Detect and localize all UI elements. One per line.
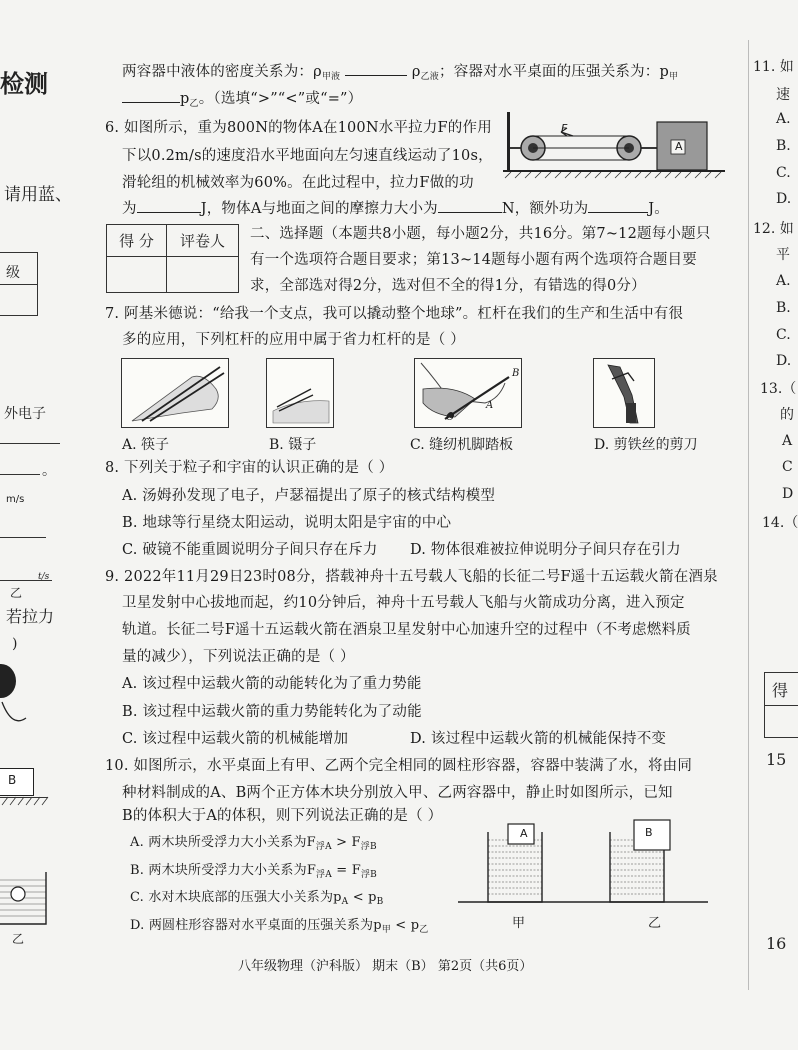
- left-margin-t-axis: t/s: [38, 572, 50, 582]
- q7-option-d[interactable]: D. 剪铁丝的剪刀: [594, 437, 698, 453]
- q5-line-1: 两容器中液体的密度关系为：$\rho_{甲液}$ $\rho_{乙液}$；容器对水平桌面的压强关系为：$p_甲$: [122, 64, 679, 82]
- q7-fig-chopsticks: [121, 358, 229, 428]
- right-margin-column: [748, 40, 749, 990]
- q5-blank-density[interactable]: [345, 62, 407, 76]
- right-q12: 12. 如: [753, 221, 794, 237]
- q5-blank-pressure[interactable]: [122, 89, 180, 103]
- q9-option-d[interactable]: D. 该过程中运载火箭的机械能保持不变: [410, 731, 667, 747]
- q5-line-2: $p_乙$。（选填“>”“<”或“=”）: [122, 89, 362, 114]
- q7-fig-wire-cutter: [593, 358, 655, 428]
- score-cell[interactable]: [107, 257, 167, 293]
- q9-line-2: 卫星发射中心拔地而起，约10分钟后，神舟十五号载人飞船与火箭成功分离，进入预定: [122, 595, 685, 611]
- q10-line-1: 10. 如图所示，水平桌面上有甲、乙两个完全相同的圆柱形容器，容器中装满了水，将由同: [105, 758, 693, 774]
- q6-line-3: 滑轮组的机械效率为60%。在此过程中，拉力F做的功: [122, 175, 474, 191]
- right-q12-c: C.: [776, 327, 791, 343]
- left-margin-block-b: [0, 768, 34, 796]
- q10-fig-yi-label: 乙: [648, 916, 662, 931]
- grader-header: 评卷人: [167, 225, 239, 257]
- right-q13: 13.（: [760, 381, 797, 397]
- q9-option-a[interactable]: A. 该过程中运载火箭的动能转化为了重力势能: [122, 676, 422, 692]
- q7-fig-c-a: A: [486, 400, 494, 411]
- q7-option-b[interactable]: B. 镊子: [269, 437, 317, 453]
- q10-option-d[interactable]: D. 两圆柱形容器对水平桌面的压强关系为$p_甲 < p_乙$: [130, 918, 429, 935]
- right-q13-d: D: [782, 486, 794, 502]
- q7-fig-c-o: O: [446, 412, 455, 423]
- left-margin-note: 请用蓝、: [4, 185, 72, 205]
- left-margin-ground-hatch-icon: [0, 797, 50, 805]
- q6-blank-friction[interactable]: [438, 199, 502, 213]
- right-q13-c: C: [782, 459, 793, 475]
- left-margin-pull: 若拉力: [6, 607, 55, 626]
- q9-option-c[interactable]: C. 该过程中运载火箭的机械能增加: [122, 731, 349, 747]
- q10-containers-figure: [458, 818, 718, 908]
- q7-fig-c-b: B: [512, 368, 520, 379]
- q6-pulley-figure: [503, 108, 725, 188]
- left-margin-container-icon: [0, 872, 50, 930]
- section2-line-1: 二、选择题（本题共8小题，每小题2分，共16分。第7~12题每小题只: [250, 226, 711, 242]
- q9-line-3: 轨道。长征二号F遥十五运载火箭在酒泉卫星发射中心加速升空的过程中（不考虑燃料质: [122, 622, 691, 638]
- q10-option-c[interactable]: C. 水对木块底部的压强大小关系为$p_A < p_B$: [130, 890, 384, 907]
- right-q11-a: A.: [776, 111, 791, 127]
- q7-option-a[interactable]: A. 筷子: [122, 437, 170, 453]
- q10-option-a[interactable]: A. 两木块所受浮力大小关系为$F_{浮A} > F_{浮B}$: [130, 835, 377, 852]
- q6-blank-extra-work[interactable]: [588, 199, 648, 213]
- left-margin-dot: 。: [42, 463, 56, 479]
- q7-line-1: 7. 阿基米德说：“给我一个支点，我可以撬动整个地球”。杠杆在我们的生产和生活中有很: [105, 306, 684, 322]
- right-q11-d: D.: [776, 191, 792, 207]
- right-q12-l2: 平: [776, 247, 790, 263]
- right-q13-a: A: [782, 433, 793, 449]
- q6-fig-f-label: F: [561, 122, 568, 135]
- left-margin-title: 检测: [0, 70, 48, 98]
- left-margin-yi1: 乙: [10, 586, 23, 600]
- right-q16: 16: [766, 934, 787, 953]
- right-q12-d: D.: [776, 353, 792, 369]
- section2-line-3: 求，全部选对得2分，选对但不全的得1分，有错选的得0分）: [250, 278, 646, 294]
- q7-option-c[interactable]: C. 缝纫机脚踏板: [410, 437, 514, 453]
- score-header: 得 分: [107, 225, 167, 257]
- q6-blank-work[interactable]: [137, 199, 201, 213]
- right-q15: 15: [766, 750, 787, 769]
- q7-line-2: 多的应用，下列杠杆的应用中属于省力杠杆的是（ ）: [122, 332, 465, 348]
- right-q13-l2: 的: [780, 407, 794, 423]
- q10-fig-b-label: B: [645, 826, 653, 839]
- right-q12-b: B.: [776, 300, 791, 316]
- right-q14: 14.（: [762, 515, 798, 531]
- page-footer: 八年级物理（沪科版） 期末（B） 第2页（共6页）: [238, 959, 533, 974]
- q10-option-b[interactable]: B. 两木块所受浮力大小关系为$F_{浮A} = F_{浮B}$: [130, 863, 377, 880]
- q9-line-1: 9. 2022年11月29日23时08分，搭载神舟十五号载人飞船的长征二号F遥十五运载火箭在酒泉: [105, 569, 718, 585]
- q10-container-jia: [488, 824, 542, 902]
- q10-fig-a-label: A: [520, 827, 528, 840]
- right-q11-b: B.: [776, 138, 791, 154]
- q10-container-yi: [610, 820, 670, 902]
- q6-line-2: 下以0.2m/s的速度沿水平地面向左匀速直线运动了10s，: [122, 148, 493, 164]
- section2-line-2: 有一个选项符合题目要求；第13~14题每小题有两个选项符合题目要: [250, 252, 697, 268]
- q8-option-a[interactable]: A. 汤姆孙发现了电子，卢瑟福提出了原子的核式结构模型: [122, 488, 496, 504]
- q6-line-1: 6. 如图所示，重为800N的物体A在100N水平拉力F的作用: [105, 120, 492, 136]
- right-q11: 11. 如: [753, 59, 794, 75]
- left-margin-rope-icon: [0, 700, 30, 730]
- score-table: [106, 224, 239, 293]
- q10-line-2: 种材料制成的A、B两个正方体木块分别放入甲、乙两容器中，静止时如图所示，已知: [122, 785, 673, 801]
- left-margin-grade: 级: [6, 265, 20, 281]
- q7-fig-sewing-pedal: [414, 358, 522, 428]
- q6-fig-a-label: A: [675, 140, 683, 153]
- q8-option-c[interactable]: C. 破镜不能重圆说明分子间只存在斥力: [122, 542, 378, 558]
- grader-cell[interactable]: [167, 257, 239, 293]
- q8-stem: 8. 下列关于粒子和宇宙的认识正确的是（ ）: [105, 460, 394, 476]
- q9-option-b[interactable]: B. 该过程中运载火箭的重力势能转化为了动能: [122, 704, 422, 720]
- left-margin-speed-unit: m/s: [6, 494, 25, 505]
- left-margin-yi2: 乙: [12, 932, 25, 946]
- left-margin-electron: 外电子: [4, 406, 46, 422]
- q7-fig-tweezers: [266, 358, 334, 428]
- q10-fig-jia-label: 甲: [512, 916, 526, 931]
- right-q11-l2: 速: [776, 87, 790, 103]
- q10-line-3: B的体积大于A的体积，则下列说法正确的是（ ）: [122, 808, 443, 824]
- left-margin-block-b-label: B: [8, 773, 17, 787]
- left-margin-paren: ): [12, 636, 18, 652]
- q8-option-d[interactable]: D. 物体很难被拉伸说明分子间只存在引力: [410, 542, 681, 558]
- q9-line-4: 量的减少），下列说法正确的是（ ）: [122, 649, 355, 665]
- right-q11-c: C.: [776, 165, 791, 181]
- right-q12-a: A.: [776, 273, 791, 289]
- left-margin-pulley-icon: [0, 664, 16, 698]
- right-score-char: 得: [772, 681, 789, 700]
- q6-line-4: 为 J，物体A与地面之间的摩擦力大小为 N，额外功为 J。: [122, 201, 669, 217]
- q8-option-b[interactable]: B. 地球等行星绕太阳运动，说明太阳是宇宙的中心: [122, 515, 452, 531]
